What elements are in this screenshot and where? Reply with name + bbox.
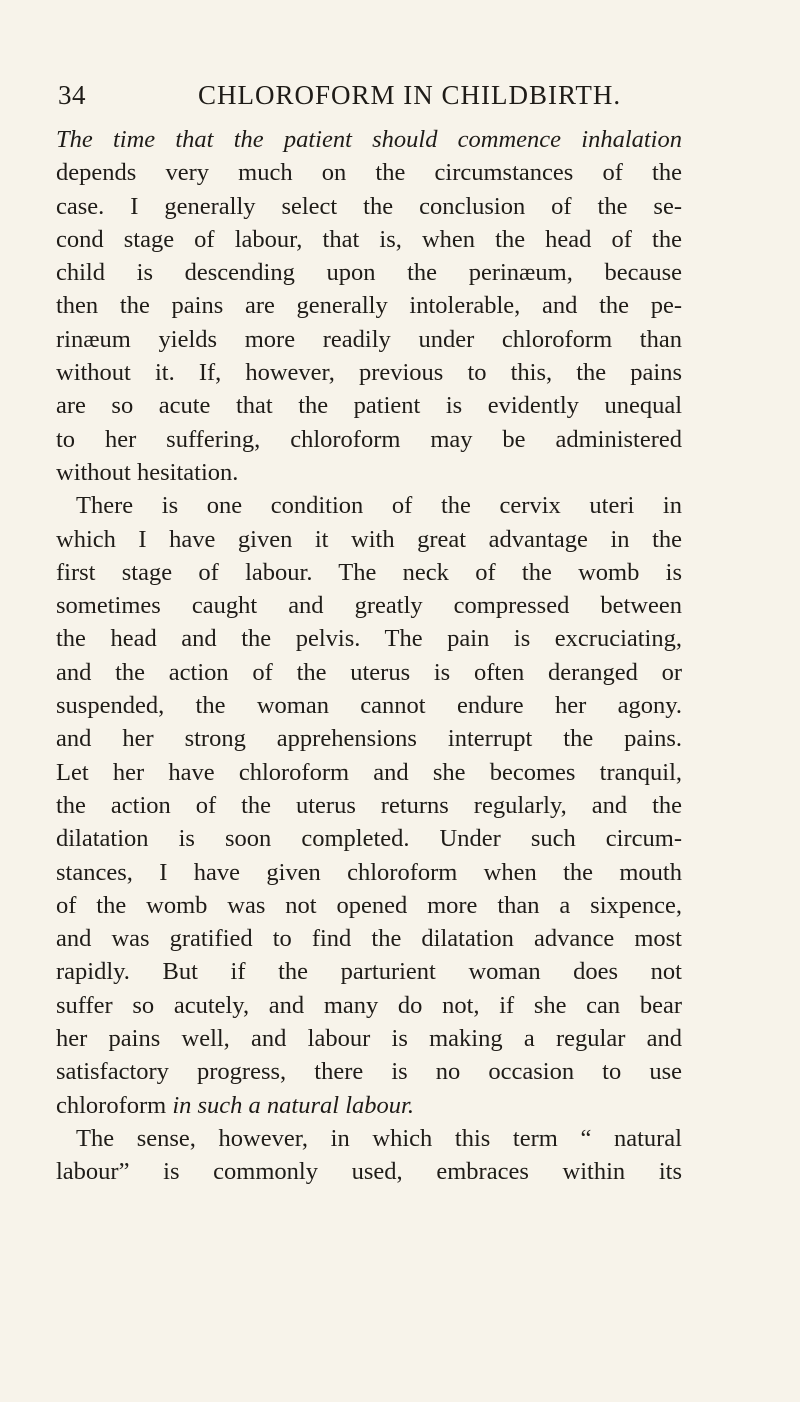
text-line: suffer so acutely, and many do not, if she can bear <box>56 991 682 1019</box>
text-line: stances, I have given chloroform when the mouth <box>56 858 682 886</box>
body-text <box>56 123 682 1189</box>
text-line: case. I generally select the conclusion of the se- <box>56 192 682 220</box>
text-line: of the womb was not opened more than a sixpence, <box>56 891 682 919</box>
line-text: chloroform <box>56 1091 173 1119</box>
text-line: are so acute that the patient is evidently unequal <box>56 392 682 420</box>
text-line: without it. If, however, previous to this, the pains <box>56 359 682 387</box>
text-line: which I have given it with great advantage in the <box>56 525 682 553</box>
text-line: suspended, the woman cannot endure her agony. <box>56 692 682 720</box>
text-line: labour” is commonly used, embraces within its <box>56 1158 682 1186</box>
page-number: 34 <box>58 80 86 110</box>
text-line: without hesitation. <box>56 458 239 486</box>
italic-phrase: in such a natural labour. <box>172 1091 414 1119</box>
text-line: dilatation is soon completed. Under such circum- <box>56 825 682 853</box>
text-line: There is one condition of the cervix uteri in <box>76 492 682 520</box>
text-line <box>56 123 682 156</box>
italic-phrase: The time that the patient should commence inhalation <box>56 126 682 153</box>
text-line: rinæum yields more readily under chloroform than <box>56 325 682 353</box>
text-line: to her suffering, chloroform may be administered <box>56 425 682 453</box>
text-line: sometimes caught and greatly compressed between <box>56 592 682 620</box>
text-line: child is descending upon the perinæum, because <box>56 259 682 287</box>
running-head <box>58 80 670 120</box>
text-line: rapidly. But if the parturient woman does not <box>56 958 682 986</box>
text-line: and the action of the uterus is often deranged or <box>56 658 682 686</box>
text-line: the head and the pelvis. The pain is excruciating, <box>56 625 682 653</box>
text-line: Let her have chloroform and she becomes tranquil, <box>56 758 682 786</box>
text-line: then the pains are generally intolerable, and the pe- <box>56 292 682 320</box>
text-line: The sense, however, in which this term “ natural <box>76 1124 682 1152</box>
text-line: cond stage of labour, that is, when the head of the <box>56 225 682 253</box>
text-line: the action of the uterus returns regularly, and the <box>56 791 682 819</box>
text-line: her pains well, and labour is making a regular and <box>56 1025 682 1053</box>
text-line: depends very much on the circumstances of the <box>56 159 682 187</box>
text-line: first stage of labour. The neck of the womb is <box>56 558 682 586</box>
text-line: and was gratified to find the dilatation advance most <box>56 925 682 953</box>
text-line <box>56 1089 682 1122</box>
running-title: CHLOROFORM IN CHILDBIRTH. <box>198 80 622 110</box>
text-line: and her strong apprehensions interrupt the pains. <box>56 725 682 753</box>
text-line: satisfactory progress, there is no occasion to use <box>56 1058 682 1086</box>
